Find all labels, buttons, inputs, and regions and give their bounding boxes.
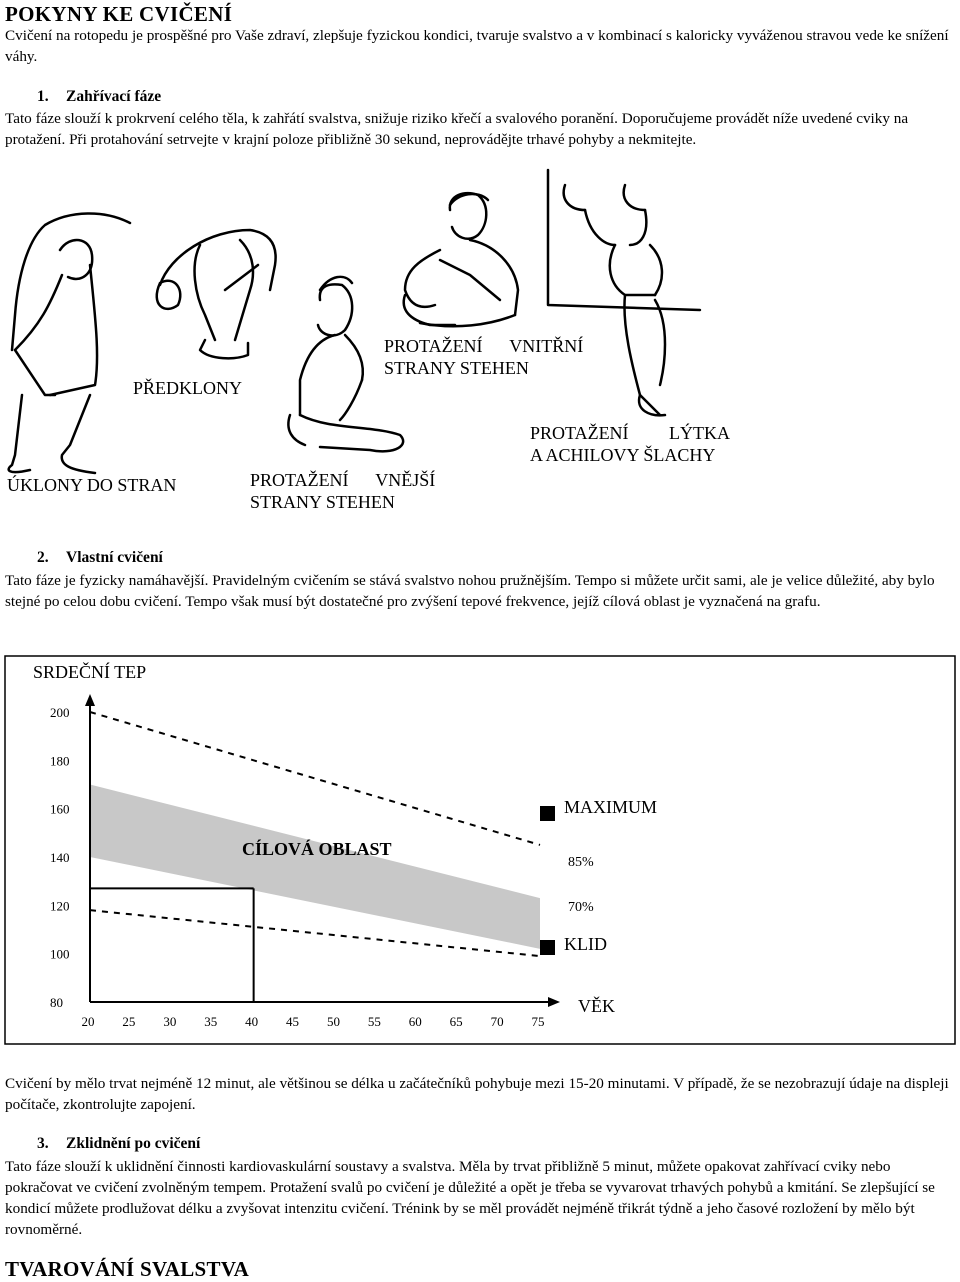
rest-label: KLID: [564, 934, 607, 954]
label-inner-thigh-1: PROTAŽENÍ VNITŘNÍ: [384, 336, 584, 356]
x-tick-label: 50: [326, 1014, 340, 1029]
y-tick-label: 140: [50, 850, 70, 865]
label-side-bend: ÚKLONY DO STRAN: [7, 475, 177, 495]
section-1-text: Tato fáze slouží k prokrvení celého těla, k zahřátí svalstva, snižuje riziko křečí a svalového poranění. Doporučujeme provádět níže uvedené cviky na protažení. Při protahování setrvejte v krajní poloze přibližně 30 sekund, neprovádějte trhavé pohyby a nekmitejte.: [5, 110, 909, 148]
x-tick-label: 25: [122, 1014, 136, 1029]
x-tick-label: 35: [204, 1014, 218, 1029]
section-3-heading: Zklidnění po cvičení: [66, 1135, 201, 1152]
y-tick-label: 200: [50, 705, 70, 720]
page-title: POKYNY KE CVIČENÍ: [5, 2, 233, 26]
chart-xlabel: VĚK: [578, 996, 615, 1016]
forward-bend-figure: [157, 230, 276, 358]
rest-marker: [540, 940, 555, 955]
x-tick-label: 75: [531, 1014, 545, 1029]
section-2-number: 2.: [37, 549, 49, 566]
label-forward-bend: PŘEDKLONY: [133, 378, 243, 398]
label-calf-1: PROTAŽENÍ LÝTKA: [530, 423, 731, 443]
x-tick-label: 70: [490, 1014, 504, 1029]
label-outer-thigh-1: PROTAŽENÍ VNĚJŠÍ: [250, 470, 436, 490]
y-tick-label: 120: [50, 898, 70, 914]
section-1-number: 1.: [37, 88, 49, 105]
section-title-2: TVAROVÁNÍ SVALSTVA: [5, 1257, 250, 1281]
y-tick-label: 80: [50, 995, 63, 1010]
intro-text: Cvičení na rotopedu je prospěšné pro Vaše zdraví, zlepšuje fyzickou kondici, tvaruje svalstvo a v kombinací s kaloricky vyváženou stravou vede ke snížení váhy.: [5, 27, 949, 65]
target-zone-label: CÍLOVÁ OBLAST: [242, 839, 392, 859]
inner-thigh-figure: [404, 193, 518, 326]
x-tick-label: 65: [449, 1014, 463, 1029]
maximum-label: MAXIMUM: [564, 797, 658, 817]
section-2-heading: Vlastní cvičení: [66, 549, 163, 566]
section-1-heading: Zahřívací fáze: [66, 88, 162, 105]
calf-stretch-figure: [548, 170, 700, 415]
heart-rate-chart: [0, 650, 960, 1050]
x-tick-label: 30: [163, 1014, 177, 1029]
side-bend-figure: [9, 213, 130, 473]
section-3-text: Tato fáze slouží k uklidnění činnosti kardiovaskulární soustavy a svalstva. Měla by trvat přibližně 5 minut, můžete opakovat zahřívací cviky nebo pokračovat ve cvičení zvolněným tempem. Protažení svalů po cvičení je důležité a opět je třeba se vyvarovat trhavých pohybů a kmitání. Se zlepšující se kondicí můžete prodlužovat délku a zvyšovat intenzitu cvičení. Trénink by se měl provádět nejméně třikrát týdně a jeho časové rozložení by mělo být rovnoměrné.: [5, 1158, 935, 1238]
pct85-label: 85%: [568, 855, 594, 870]
x-tick-label: 40: [245, 1014, 259, 1029]
label-inner-thigh-2: STRANY STEHEN: [384, 358, 529, 378]
x-tick-label: 20: [81, 1014, 95, 1029]
y-tick-label: 160: [50, 801, 70, 817]
pct70-label: 70%: [568, 900, 594, 915]
x-tick-label: 60: [408, 1014, 422, 1029]
section-2-text: Tato fáze je fyzicky namáhavější. Pravidelným cvičením se stává svalstvo nohou pružnějším. Tempo si můžete určit sami, ale je velice důležité, aby bylo stejné po celou dobu cvičení. Tempo však musí být dostatečné pro zvýšení tepové frekvence, jejíž cílová oblast je vyznačená na grafu.: [5, 572, 935, 610]
x-tick-label: 45: [286, 1014, 300, 1029]
section-3-number: 3.: [37, 1135, 49, 1152]
y-tick-label: 180: [50, 753, 70, 769]
y-tick-label: 100: [50, 946, 70, 962]
maximum-marker: [540, 806, 555, 821]
after-chart-text: Cvičení by mělo trvat nejméně 12 minut, ale většinou se délka u začátečníků pohybuje mezi 15-20 minutami. V případě, že se nezobrazují údaje na displeji počítače, zkontrolujte zapojení.: [5, 1075, 949, 1113]
x-tick-label: 55: [367, 1014, 381, 1029]
label-outer-thigh-2: STRANY STEHEN: [250, 492, 395, 512]
chart-ylabel: SRDEČNÍ TEP: [33, 662, 147, 682]
label-calf-2: A ACHILOVY ŠLACHY: [530, 445, 716, 465]
